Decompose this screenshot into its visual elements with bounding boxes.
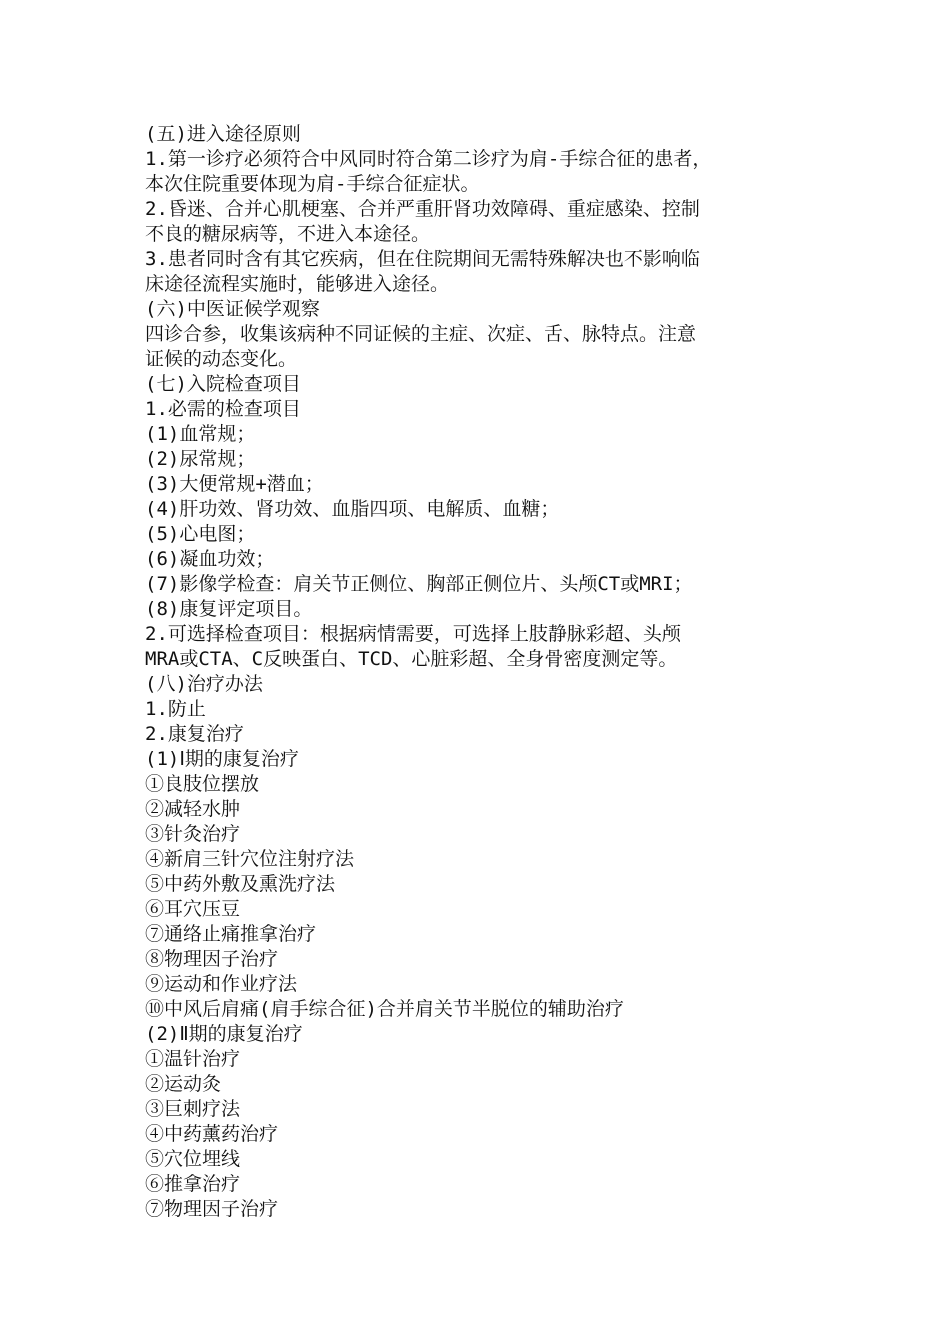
list-item: ②运动灸	[145, 1073, 222, 1095]
list-item: (4)肝功效、肾功效、血脂四项、电解质、血糖；	[145, 498, 560, 520]
subheading: 1.必需的检查项目	[145, 398, 301, 420]
list-item: ⑤中药外敷及熏洗疗法	[145, 873, 336, 895]
paragraph-line: 1.第一诊疗必须符合中风同时符合第二诊疗为肩-手综合征的患者，	[145, 148, 712, 170]
list-item: ⑥耳穴压豆	[145, 898, 241, 920]
paragraph-line: 床途径流程实施时，能够进入途径。	[145, 273, 450, 295]
paragraph-line: 2.可选择检查项目：根据病情需要，可选择上肢静脉彩超、头颅	[145, 623, 681, 645]
list-item: (3)大便常规+潜血；	[145, 473, 324, 495]
section-heading-8: (八)治疗办法	[145, 673, 263, 695]
paragraph-line: 本次住院重要体现为肩-手综合征症状。	[145, 173, 480, 195]
paragraph-line: 3.患者同时含有其它疾病，但在住院期间无需特殊解决也不影响临	[145, 248, 700, 270]
list-item: ⑤穴位埋线	[145, 1148, 241, 1170]
list-item: (1)血常规；	[145, 423, 256, 445]
section-heading-6: (六)中医证候学观察	[145, 298, 320, 320]
subheading: 2.康复治疗	[145, 723, 244, 745]
list-item: (7)影像学检查：肩关节正侧位、胸部正侧位片、头颅CT或MRI；	[145, 573, 693, 595]
list-item: ①温针治疗	[145, 1048, 241, 1070]
list-item: ⑨运动和作业疗法	[145, 973, 298, 995]
list-item: ⑦物理因子治疗	[145, 1198, 279, 1220]
phase-heading: (1)Ⅰ期的康复治疗	[145, 748, 299, 770]
list-item: ⑧物理因子治疗	[145, 948, 279, 970]
paragraph-line: MRA或CTA、C反映蛋白、TCD、心脏彩超、全身骨密度测定等。	[145, 648, 678, 670]
list-item: ④新肩三针穴位注射疗法	[145, 848, 355, 870]
list-item: ⑥推拿治疗	[145, 1173, 241, 1195]
list-item: ③巨刺疗法	[145, 1098, 241, 1120]
list-item: (5)心电图；	[145, 523, 256, 545]
list-item: (6)凝血功效；	[145, 548, 275, 570]
paragraph-line: 证候的动态变化。	[145, 348, 298, 370]
paragraph-line: 不良的糖尿病等，不进入本途径。	[145, 223, 431, 245]
list-item: ⑩中风后肩痛(肩手综合征)合并肩关节半脱位的辅助治疗	[145, 998, 624, 1020]
section-heading-5: (五)进入途径原则	[145, 123, 301, 145]
paragraph-line: 四诊合参，收集该病种不同证候的主症、次症、舌、脉特点。注意	[145, 323, 697, 345]
document-body	[145, 122, 805, 1222]
phase-heading: (2)Ⅱ期的康复治疗	[145, 1023, 303, 1045]
list-item: ③针灸治疗	[145, 823, 241, 845]
section-heading-7: (七)入院检查项目	[145, 373, 301, 395]
list-item: (2)尿常规；	[145, 448, 256, 470]
paragraph-line: 2.昏迷、合并心肌梗塞、合并严重肝肾功效障碍、重症感染、控制	[145, 198, 700, 220]
list-item: ⑦通络止痛推拿治疗	[145, 923, 317, 945]
list-item: ①良肢位摆放	[145, 773, 260, 795]
subheading: 1.防止	[145, 698, 206, 720]
list-item: ④中药薰药治疗	[145, 1123, 279, 1145]
list-item: (8)康复评定项目。	[145, 598, 313, 620]
list-item: ②减轻水肿	[145, 798, 241, 820]
